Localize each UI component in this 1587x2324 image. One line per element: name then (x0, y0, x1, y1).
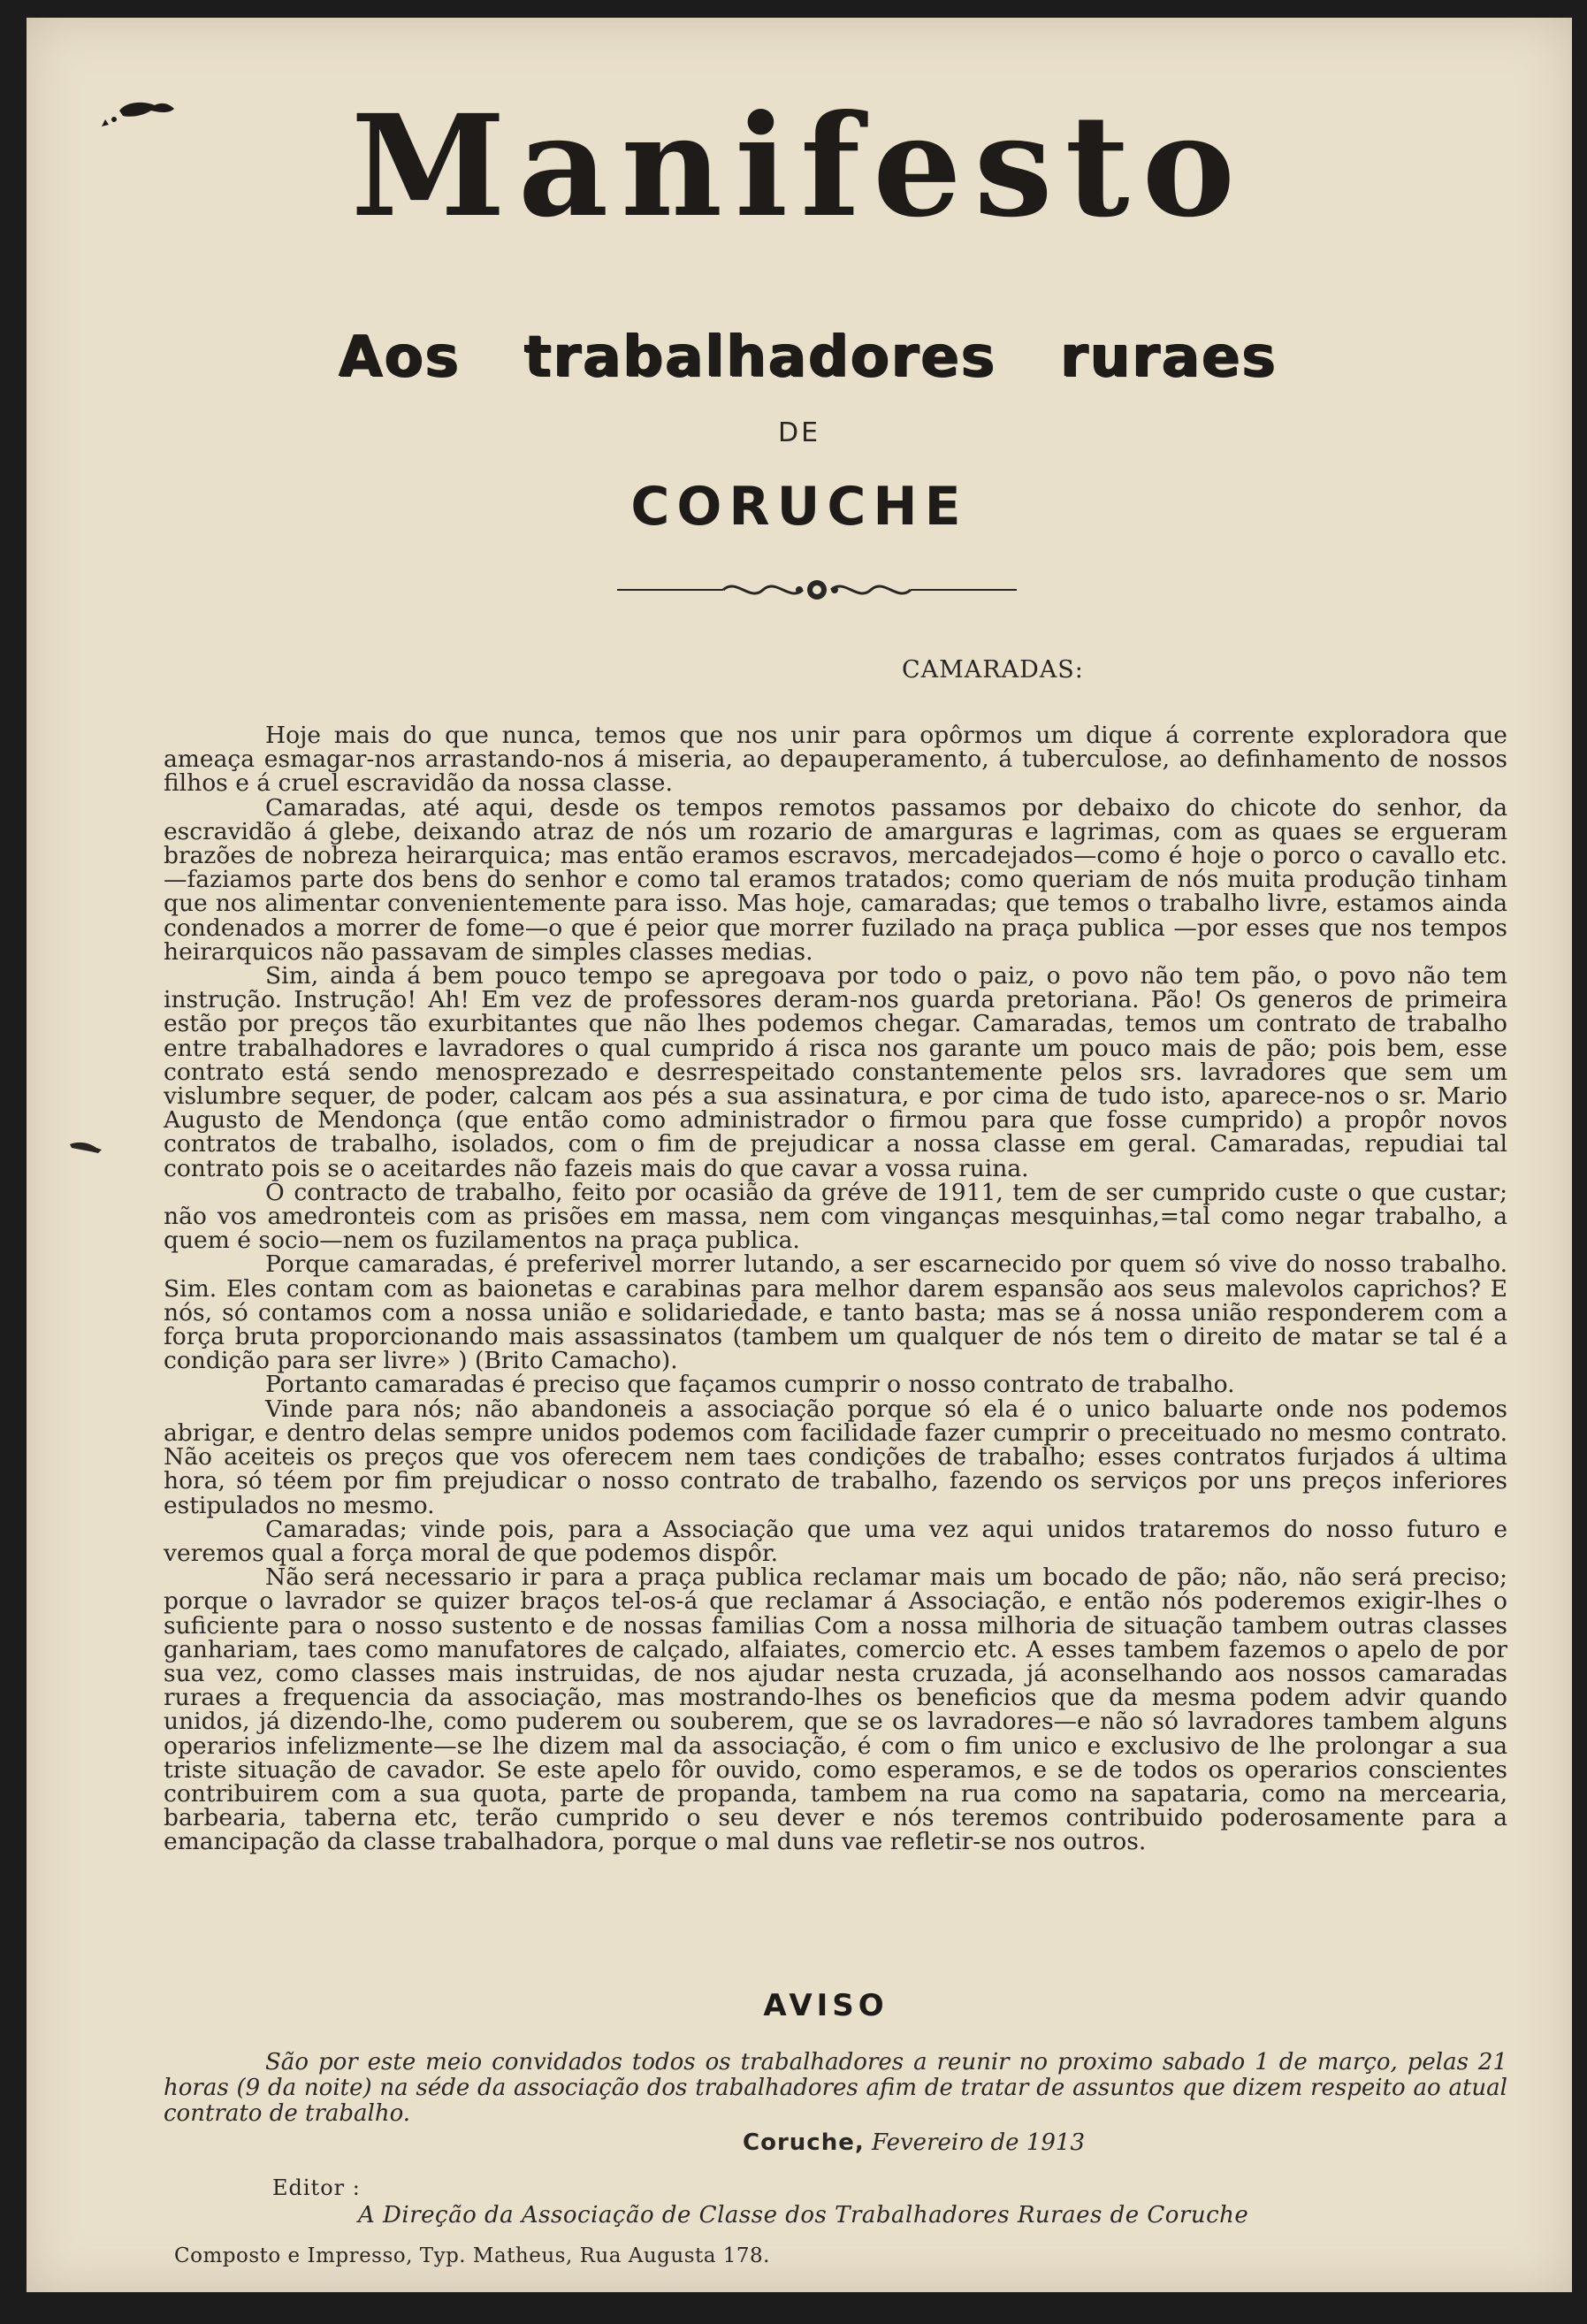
poster-title: Manifesto (351, 85, 1247, 248)
paragraph: O contracto de trabalho, feito por ocasião da gréve de 1911, tem de ser cumprido custe o que custar; não vos amedronteis com as prisões em massa, nem com vinganças mesquinhas,=tal como negar trabalho, a quem é socio—nem os fuzilamentos na praça publica. (164, 1178, 1507, 1255)
salutation: CAMARADAS: (902, 656, 1084, 684)
printer-imprint: Composto e Impresso, Typ. Matheus, Rua Augusta 178. (174, 2244, 770, 2267)
manifesto-body (164, 723, 1507, 1854)
paragraph: Porque camaradas, é preferivel morrer lutando, a ser escarnecido por quem só vive do nosso trabalho. Sim. Eles contam com as baionetas e carabinas para melhor darem espansão aos seus malevolos caprichos? E nós, só contamos com a nossa união e solidariedade, e tanto basta; mas se á nossa união responderem com a força bruta proporcionando mais assassinatos (tambem um qualquer de nós tem o direito de matar se tal é a condição para ser livre» ) (Brito Camacho). (164, 1250, 1507, 1375)
paragraph: Não será necessario ir para a praça publica reclamar mais um bocado de pão; não, não será preciso; porque o lavrador se quizer braços tel-os-á que reclamar á Associação, e então nós poderemos exigir-lhes o suficiente para o nosso sustento e de nossas familias Com a nossa milhoria de situação tambem outras classes ganhariam, taes como manufatores de calçado, alfaiates, comercio etc. A esses tambem fazemos o apelo de por sua vez, como classes mais instruidas, de nos ajudar nesta cruzada, já aconselhando aos nossos camaradas ruraes a frequencia da associação, mas mostrando-lhes os beneficios que da mesma podem advir quando unidos, já dizendo-lhe, como puderem ou souberem, que se os lavradores—e não só lavradores tambem alguns operarios infelizmente—se lhe dizem mal da associação, é com o fim unico e exclusivo de lhe prolongar a sua triste situação de cavador. Se este apelo fôr ouvido, como esperamos, e se de todos os operarios conscientes contribuirem com a sua quota, parte de propanda, tambem na rua como na sapataria, como na mercearia, barbearia, taberna etc, terão cumprido o seu dever e nós teremos contribuido poderosamente para a emancipação da classe trabalhadora, porque o mal duns vae refletir-se nos outros. (164, 1563, 1507, 1856)
paragraph: Camaradas; vinde pois, para a Associação que uma vez aqui unidos trataremos do nosso futuro e veremos qual a força moral de que podemos dispôr. (164, 1515, 1507, 1567)
notice-heading: AVISO (763, 1988, 889, 2023)
place-name: CORUCHE (630, 476, 968, 538)
editor-name: A Direção da Associação de Classe dos Trabalhadores Ruraes de Coruche (358, 2202, 1249, 2228)
poster-subtitle: Aos trabalhadores ruraes (339, 325, 1278, 390)
dateline-date: Fevereiro de 1913 (871, 2129, 1086, 2156)
paragraph: Sim, ainda á bem pouco tempo se apregoava por todo o paiz, o povo não tem pão, o povo não tem instrução. Instrução! Ah! Em vez de professores deram-nos guarda pretoriana. Pão! Os generos de primeira estão por preços tão exurbitantes que não lhes podemos chegar. Camaradas, temos um contrato de trabalho entre trabalhadores e lavradores o qual cumprido á risca nos garante um pouco mais de pão; pois bem, esse contrato está sendo menosprezado e desrrespeitado constantemente pelos srs. lavradores que sem um vislumbre sequer, de poder, calcam aos pés a sua assinatura, e por cima de tudo isto, aparece-nos o sr. Mario Augusto de Mendonça (que então como administrador o firmou para que fosse cumprido) a propôr novos contratos de trabalho, isolados, com o fim de prejudicar a nossa classe em geral. Camaradas, repudiai tal contrato pois se o aceitardes não fazeis mais do que cavar a vossa ruina. (164, 962, 1507, 1182)
poster-sheet (27, 18, 1572, 2292)
dateline-town: Coruche, (743, 2129, 865, 2156)
typographic-ornament (617, 570, 1017, 609)
editor-label: Editor : (272, 2175, 361, 2200)
margin-ink-mark (66, 1132, 115, 1158)
notice-text: São por este meio convidados todos os trabalhadores a reunir no proximo sabado 1 de março, pelas 21 horas (9 da noite) na séde da associação dos trabalhadores afim de tratar de assuntos que dizem respeito ao atual contrato de trabalho. (164, 2049, 1507, 2127)
paragraph: Camaradas, até aqui, desde os tempos remotos passamos por debaixo do chicote do senhor, da escravidão á glebe, deixando atraz de nós um rozario de amarguras e lagrimas, com as quaes se ergueram brazões de nobreza heirarquica; mas então eramos escravos, mercadejados—como é hoje o porco o cavallo etc. —faziamos parte dos bens do senhor e como tal eramos tratados; como queriam de nós muita produção tinham que nos alimentar convenientemente para isso. Mas hoje, camaradas; que temos o trabalho livre, estamos ainda condenados a morrer de fome—o que é peior que morrer fuzilado na praça publica —por esses que nos tempos heirarquicos não passavam de simples classes medias. (164, 793, 1507, 966)
subtitle-de: DE (777, 417, 821, 448)
dateline (743, 2129, 1085, 2156)
paragraph: Hoje mais do que nunca, temos que nos unir para opôrmos um dique á corrente exploradora que ameaça esmagar-nos arrastando-nos á miseria, ao depauperamento, á tuberculose, ao definhamento de nossos filhos e á cruel escravidão da nossa classe. (164, 722, 1507, 798)
paragraph: Portanto camaradas é preciso que façamos cumprir o nosso contrato de trabalho. (265, 1371, 1235, 1399)
paragraph: Vinde para nós; não abandoneis a associação porque só ela é o unico baluarte onde nos podemos abrigar, e dentro delas sempre unidos podemos com facilidade fazer cumprir o preceituado no mesmo contrato. Não aceiteis os preços que vos oferecem nem taes condições de trabalho; esses contratos furjados á ultima hora, só téem por fim prejudicar o nosso contrato de trabalho, fazendo os serviços por uns preços inferiores estipulados no mesmo. (164, 1395, 1507, 1519)
